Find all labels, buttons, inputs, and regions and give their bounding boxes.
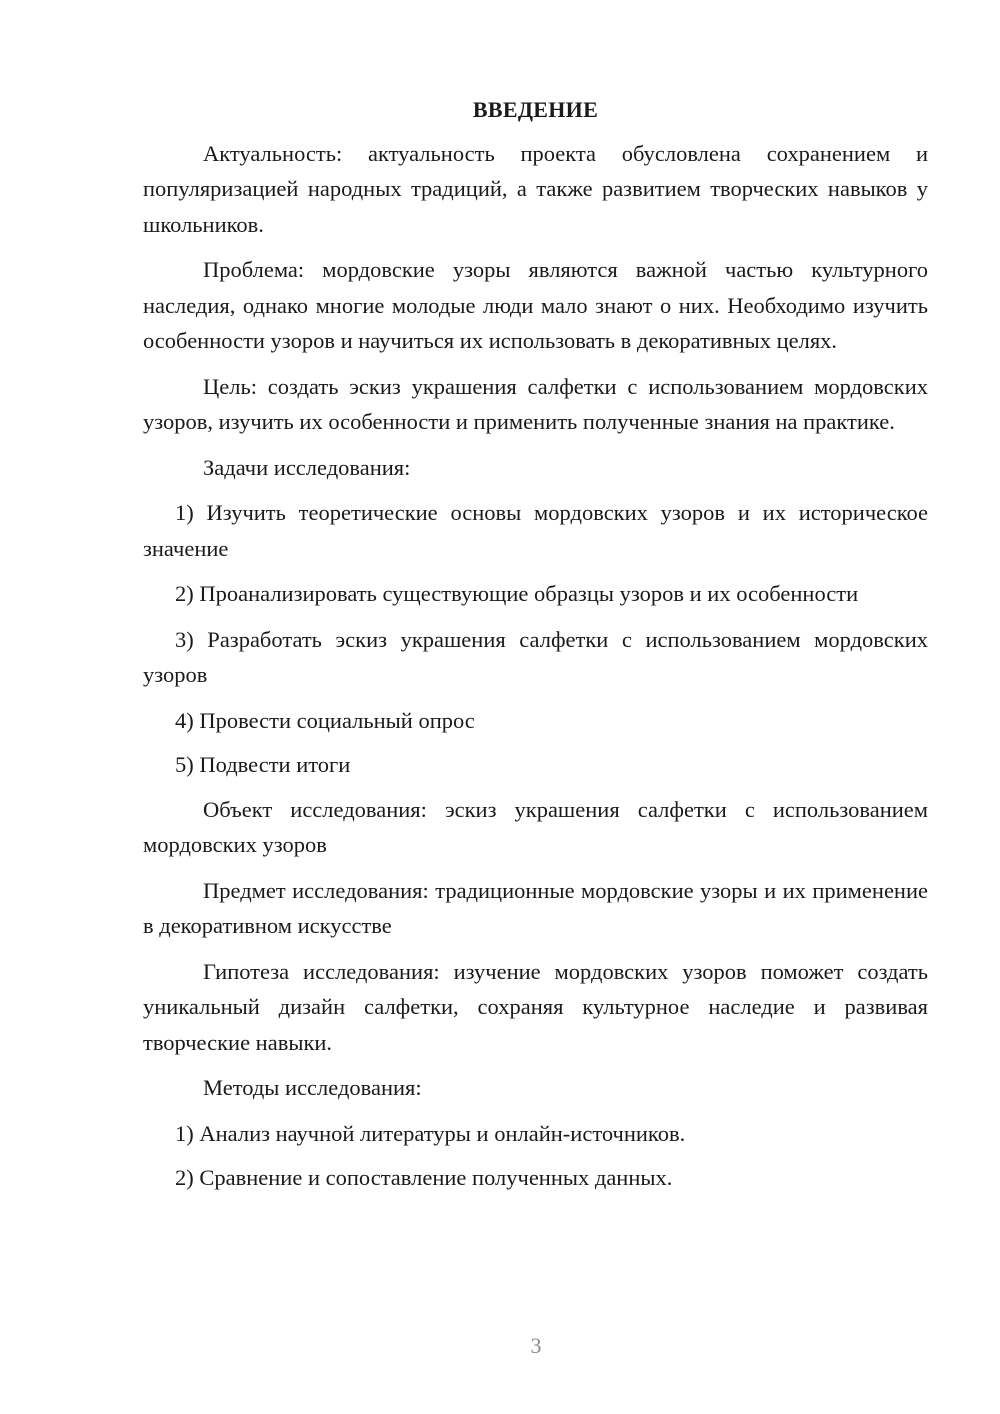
task-item-4: 4) Провести социальный опрос [175,707,475,733]
task-item-2: 2) Проанализировать существующие образцы узоров и их особенности [175,581,859,606]
section-title: ВВЕДЕНИЕ [472,97,599,122]
document-body [143,92,928,1205]
subject-paragraph: Предмет исследования: традиционные мордовские узоры и их применение в декоративном искусстве [143,877,928,938]
method-item-1: 1) Анализ научной литературы и онлайн-источников. [175,1120,686,1146]
method-item-2: 2) Сравнение и сопоставление полученных данных. [175,1165,673,1190]
goal-paragraph: Цель: создать эскиз украшения салфетки с использованием мордовских узоров, изучить их особенности и применить полученные знания на практике. [143,373,928,434]
object-paragraph: Объект исследования: эскиз украшения салфетки с использованием мордовских узоров [143,796,928,857]
relevance-paragraph: Актуальность: актуальность проекта обусловлена сохранением и популяризацией народных традиций, а также развитием творческих навыков у школьников. [143,140,928,237]
tasks-heading: Задачи исследования: [203,454,411,480]
problem-paragraph: Проблема: мордовские узоры являются важной частью культурного наследия, однако многие молодые люди мало знают о них. Необходимо изучить особенности узоров и научиться их использовать в декоративных целях. [143,257,928,353]
task-item-3: 3) Разработать эскиз украшения салфетки с использованием мордовских узоров [143,626,928,687]
task-item-1: 1) Изучить теоретические основы мордовских узоров и их историческое значение [143,500,928,561]
methods-heading: Методы исследования: [203,1075,422,1100]
hypothesis-paragraph: Гипотеза исследования: изучение мордовских узоров поможет создать уникальный дизайн салфетки, сохраняя культурное наследие и развивая творческие навыки. [143,958,928,1055]
task-item-5: 5) Подвести итоги [175,752,351,777]
page-number: 3 [530,1333,542,1358]
